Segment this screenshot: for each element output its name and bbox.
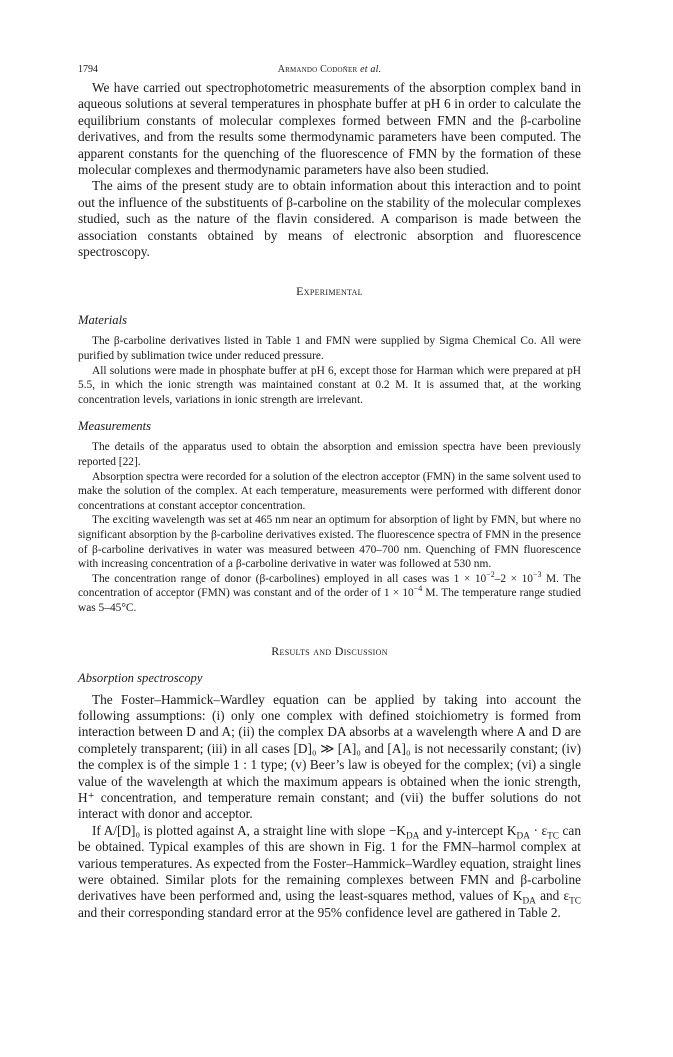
abs-text-d: can be obtained. Typical examples of this are shown in Fig. 1 for the FMN–harmol complex at various temperatures. As expected from the Foster–Hammick–Wardley equation, straight lines were obtained. Similar plots for the remaining complexes between FMN and β-carboline derivatives have been performed and, using the least-squares method, values of K	[78, 822, 581, 904]
abs-sub-4: DA	[522, 897, 536, 908]
conc-text-b: –2 × 10	[494, 572, 533, 585]
page-number: 1794	[78, 64, 98, 75]
abs-text-c: · ε	[529, 822, 548, 838]
section-title-results: Results and Discussion	[271, 643, 388, 658]
abs-sub-5: TC	[569, 897, 582, 908]
measurements-paragraph-3: The exciting wavelength was set at 465 nm near an optimum for absorption of light by FMN, but where no significant absorption by the β-carboline derivatives existed. The fluorescence spectra of FMN in the presence of β-carboline derivatives in water was measured between 470–700 nm. Quenching of FMN fluorescence with increasing concentration of a β-carboline derivative in water was followed at 530 nm.	[78, 514, 581, 571]
abs-sub-2: DA	[516, 831, 530, 842]
measurements-paragraph-1: The details of the apparatus used to obtain the absorption and emission spectra have been previously reported [22].	[78, 441, 581, 469]
section-title-experimental: Experimental	[296, 284, 363, 299]
intro-paragraph-1: We have carried out spectrophotometric measurements of the absorption complex band in aqueous solutions at several temperatures in phosphate buffer at pH 6 in order to calculate the equilibrium constants of molecular complexes formed between FMN and the β-carboline derivatives, and from the results some thermodynamic parameters have been computed. The apparent constants for the quenching of the fluorescence of FMN by the formation of these molecular complexes and thermodynamic parameters have also been studied.	[78, 80, 581, 178]
subsection-title-absorption: Absorption spectroscopy	[78, 670, 203, 685]
running-title-authors: Armando Codoñer	[277, 64, 358, 75]
absorption-paragraph-1: The Foster–Hammick–Wardley equation can be applied by taking into account the following assumptions: (i) only one complex with defined stoichiometry is formed from interaction between D and A; (ii) the complex DA absorbs at a wavelength where A and D are completely transparent; (iii) in all cases [D]₀ ≫ [A]₀ and [A]₀ is not necessarily constant; (iv) the complex is of the simple 1 : 1 type; (v) Beer’s law is obeyed for the complex; (vi) a single value of the wavelength at which the maximum appears is obtained when the ionic strength, H⁺ concentration, and temperature remain constant; and (vii) the buffer solutions do not interact with donor and acceptor.	[78, 691, 581, 822]
article-body	[78, 80, 581, 921]
conc-exp-1: −2	[486, 569, 495, 579]
conc-text-c: M. The concentration of acceptor (FMN) was constant and of the order of 1 × 10	[78, 572, 581, 600]
abs-sub-1: DA	[405, 831, 420, 842]
measurements-paragraph-4	[78, 569, 581, 616]
subsection-title-measurements: Measurements	[78, 419, 151, 434]
abs-text-f: and their corresponding standard error at the 95% confidence level are gathered in Table 2.	[78, 904, 561, 920]
materials-paragraph-1: The β-carboline derivatives listed in Table 1 and FMN were supplied by Sigma Chemical Co. All were purified by sublimation twice under reduced pressure.	[78, 335, 581, 363]
running-title	[78, 64, 581, 75]
subsection-title-materials: Materials	[78, 313, 127, 328]
running-title-suffix: et al.	[360, 64, 382, 75]
intro-paragraph-2: The aims of the present study are to obtain information about this interaction and to point out the influence of the substituents of β-carboline on the stability of the molecular complexes studied, such as the nature of the flavin considered. A comparison is made between the association constants obtained by means of electronic absorption and fluorescence spectroscopy.	[78, 178, 581, 260]
page-header	[78, 64, 581, 78]
abs-text-e: and ε	[535, 888, 570, 904]
conc-text-a: The concentration range of donor (β-carbolines) employed in all cases was 1 × 10	[92, 572, 487, 585]
conc-text-d: M. The temperature range studied was 5–45°C.	[78, 587, 581, 614]
conc-exp-3: −4	[413, 584, 423, 594]
abs-sub-3: TC	[547, 831, 559, 842]
measurements-paragraph-2: Absorption spectra were recorded for a solution of the electron acceptor (FMN) in the same solvent used to make the solution of the complex. At each temperature, measurements were performed with different donor concentrations at constant acceptor concentration.	[78, 470, 581, 512]
materials-paragraph-2: All solutions were made in phosphate buffer at pH 6, except those for Harman which were prepared at pH 5.5, in which the ionic strength was maintained constant at 0.2 M. It is assumed that, at the working concentration levels, variations in ionic strength are irrelevant.	[78, 364, 581, 406]
absorption-paragraph-2	[78, 823, 581, 921]
conc-exp-2: −3	[532, 569, 542, 579]
abs-text-b: and y-intercept K	[419, 822, 517, 838]
abs-text-a: If A/[D]₀ is plotted against A, a straight line with slope −K	[92, 822, 406, 838]
